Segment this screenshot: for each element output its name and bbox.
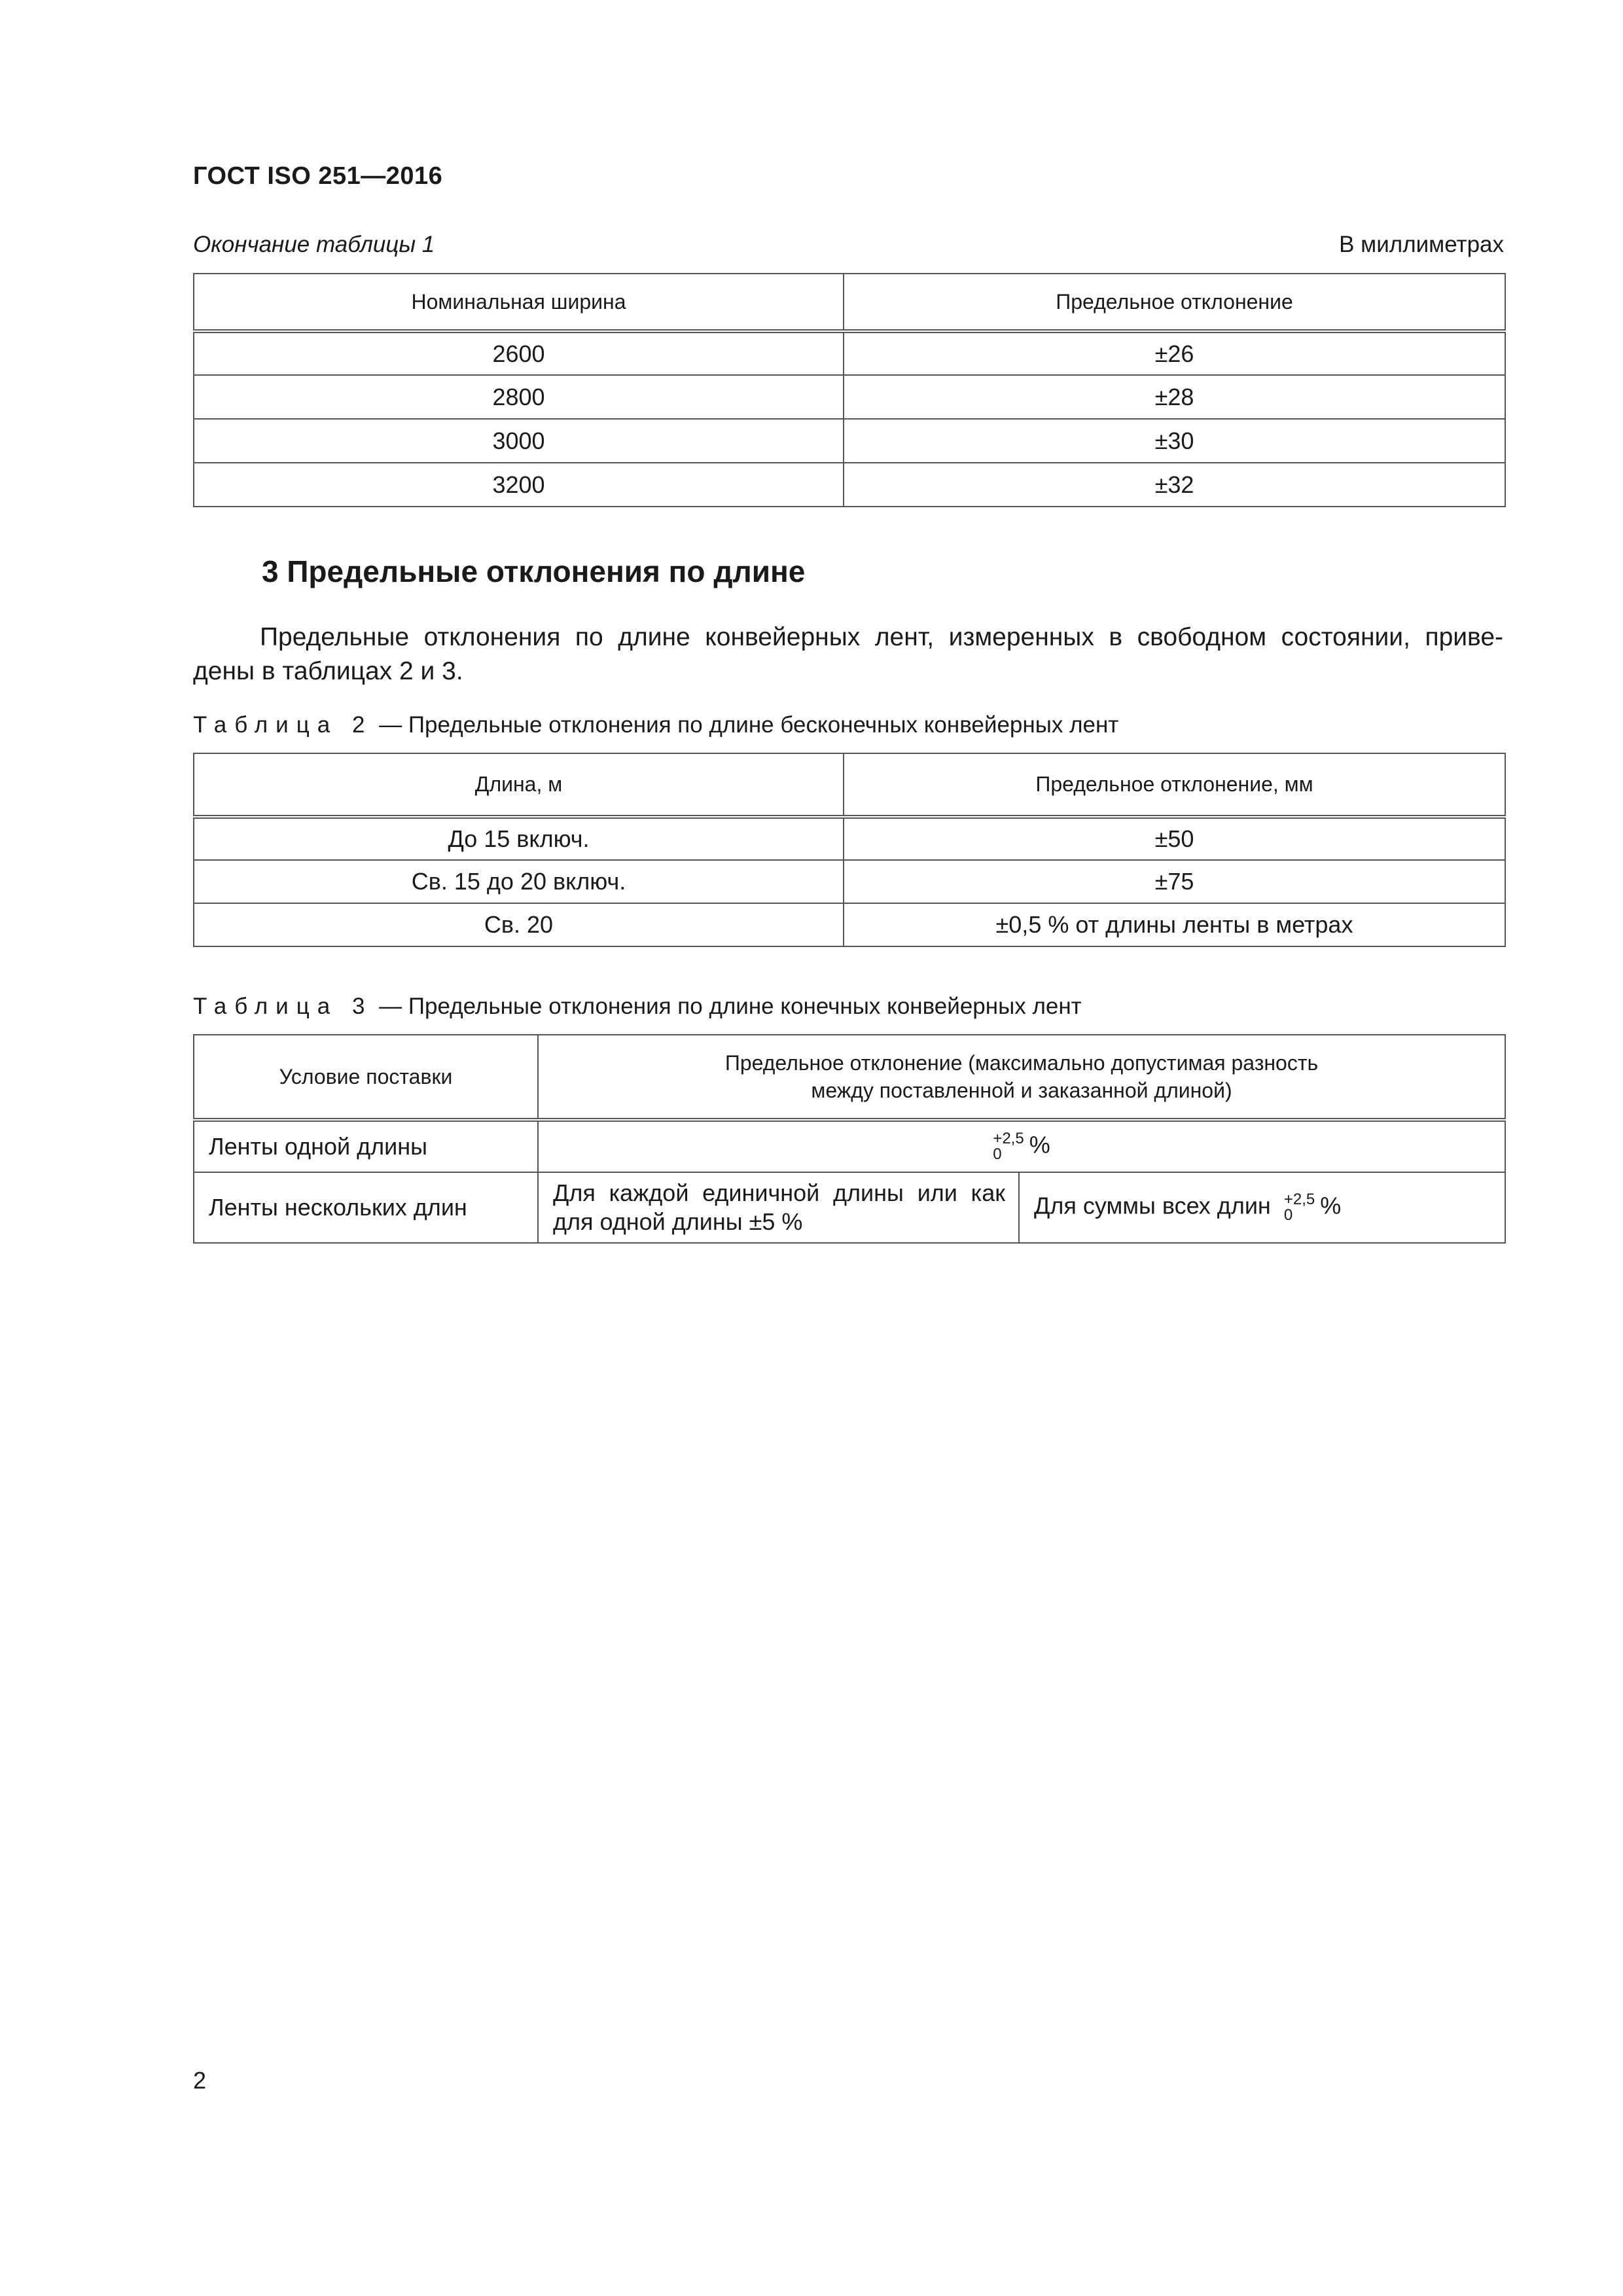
table3-row2-cell-each xyxy=(538,1172,1019,1243)
tolerance-unit: % xyxy=(1029,1131,1050,1158)
row2-each-line1: Для каждой единичной длины или как xyxy=(553,1179,1005,1206)
table3-row2-label: Ленты нескольких длин xyxy=(194,1172,538,1243)
table1 xyxy=(193,273,1506,507)
table1-cell-deviation: ±32 xyxy=(844,463,1505,507)
section-heading: 3 Предельные отклонения по длине xyxy=(262,554,806,588)
row2-each-line2: для одной длины ±5 % xyxy=(553,1208,803,1235)
table3-col-deviation-line1: Предельное отклонение (максимально допустимая разность xyxy=(724,1051,1319,1075)
table3-row1-tolerance xyxy=(538,1120,1505,1172)
table1-cell-deviation: ±30 xyxy=(844,419,1505,463)
tolerance-unit: % xyxy=(1320,1192,1342,1219)
table3-row2-cell-sum xyxy=(1019,1172,1505,1243)
table2-cell-length: Св. 15 до 20 включ. xyxy=(194,860,844,903)
tolerance-upper: +2,5 xyxy=(993,1130,1024,1147)
table-row xyxy=(194,331,1505,375)
table2-caption-label: Таблица 2 xyxy=(193,712,373,738)
row2-sum-text: Для суммы всех длин xyxy=(1034,1192,1271,1219)
table3-header-row xyxy=(194,1035,1505,1120)
table2-caption-text: — Предельные отклонения по длине бесконечных конвейерных лент xyxy=(372,712,1119,738)
table2-cell-deviation: ±0,5 % от длины ленты в метрах xyxy=(844,903,1505,946)
table-row xyxy=(194,1120,1505,1172)
table3-col-deviation-line2: между поставленной и заказанной длиной) xyxy=(811,1079,1232,1102)
tolerance-lower: 0 xyxy=(1283,1206,1293,1224)
table3-row1-label: Ленты одной длины xyxy=(194,1120,538,1172)
table2-cell-deviation: ±50 xyxy=(844,817,1505,860)
table2 xyxy=(193,753,1506,947)
table1-units: В миллиметрах xyxy=(1339,232,1504,257)
table1-col-width: Номинальная ширина xyxy=(194,274,844,331)
table1-caption: Окончание таблицы 1 xyxy=(193,232,435,257)
paragraph-line-1: Предельные отклонения по длине конвейерных лент, измеренных в свободном состоянии, приве- xyxy=(260,623,1503,651)
table1-header-row xyxy=(194,274,1505,331)
table1-col-deviation: Предельное отклонение xyxy=(844,274,1505,331)
table2-cell-length: Св. 20 xyxy=(194,903,844,946)
paragraph-line-2: дены в таблицах 2 и 3. xyxy=(193,657,463,685)
table3-caption-label: Таблица 3 xyxy=(193,994,373,1019)
table1-cell-width: 3200 xyxy=(194,463,844,507)
table-row xyxy=(194,463,1505,507)
table3-caption-text: — Предельные отклонения по длине конечных конвейерных лент xyxy=(372,994,1082,1019)
tolerance-fraction xyxy=(993,1131,1024,1162)
table2-caption xyxy=(193,712,1118,738)
table-row xyxy=(194,419,1505,463)
table1-cell-deviation: ±28 xyxy=(844,375,1505,419)
table2-col-deviation: Предельное отклонение, мм xyxy=(844,753,1505,817)
table3-col-condition: Условие поставки xyxy=(194,1035,538,1120)
tolerance-upper: +2,5 xyxy=(1283,1191,1315,1208)
table1-cell-deviation: ±26 xyxy=(844,331,1505,375)
table3-caption xyxy=(193,994,1082,1020)
page-number: 2 xyxy=(193,2067,207,2094)
section-paragraph xyxy=(193,620,1503,689)
table2-col-length: Длина, м xyxy=(194,753,844,817)
tolerance-fraction xyxy=(1284,1192,1315,1223)
table-row xyxy=(194,375,1505,419)
table-row xyxy=(194,1172,1505,1243)
table1-cell-width: 2800 xyxy=(194,375,844,419)
table3-col-deviation xyxy=(538,1035,1505,1120)
table2-header-row xyxy=(194,753,1505,817)
table3 xyxy=(193,1034,1506,1244)
table-row xyxy=(194,903,1505,946)
tolerance-lower: 0 xyxy=(993,1145,1002,1163)
document-id: ГОСТ ISO 251—2016 xyxy=(193,162,443,190)
table1-cell-width: 2600 xyxy=(194,331,844,375)
table2-cell-deviation: ±75 xyxy=(844,860,1505,903)
table-row xyxy=(194,860,1505,903)
table1-cell-width: 3000 xyxy=(194,419,844,463)
table-row xyxy=(194,817,1505,860)
table2-cell-length: До 15 включ. xyxy=(194,817,844,860)
